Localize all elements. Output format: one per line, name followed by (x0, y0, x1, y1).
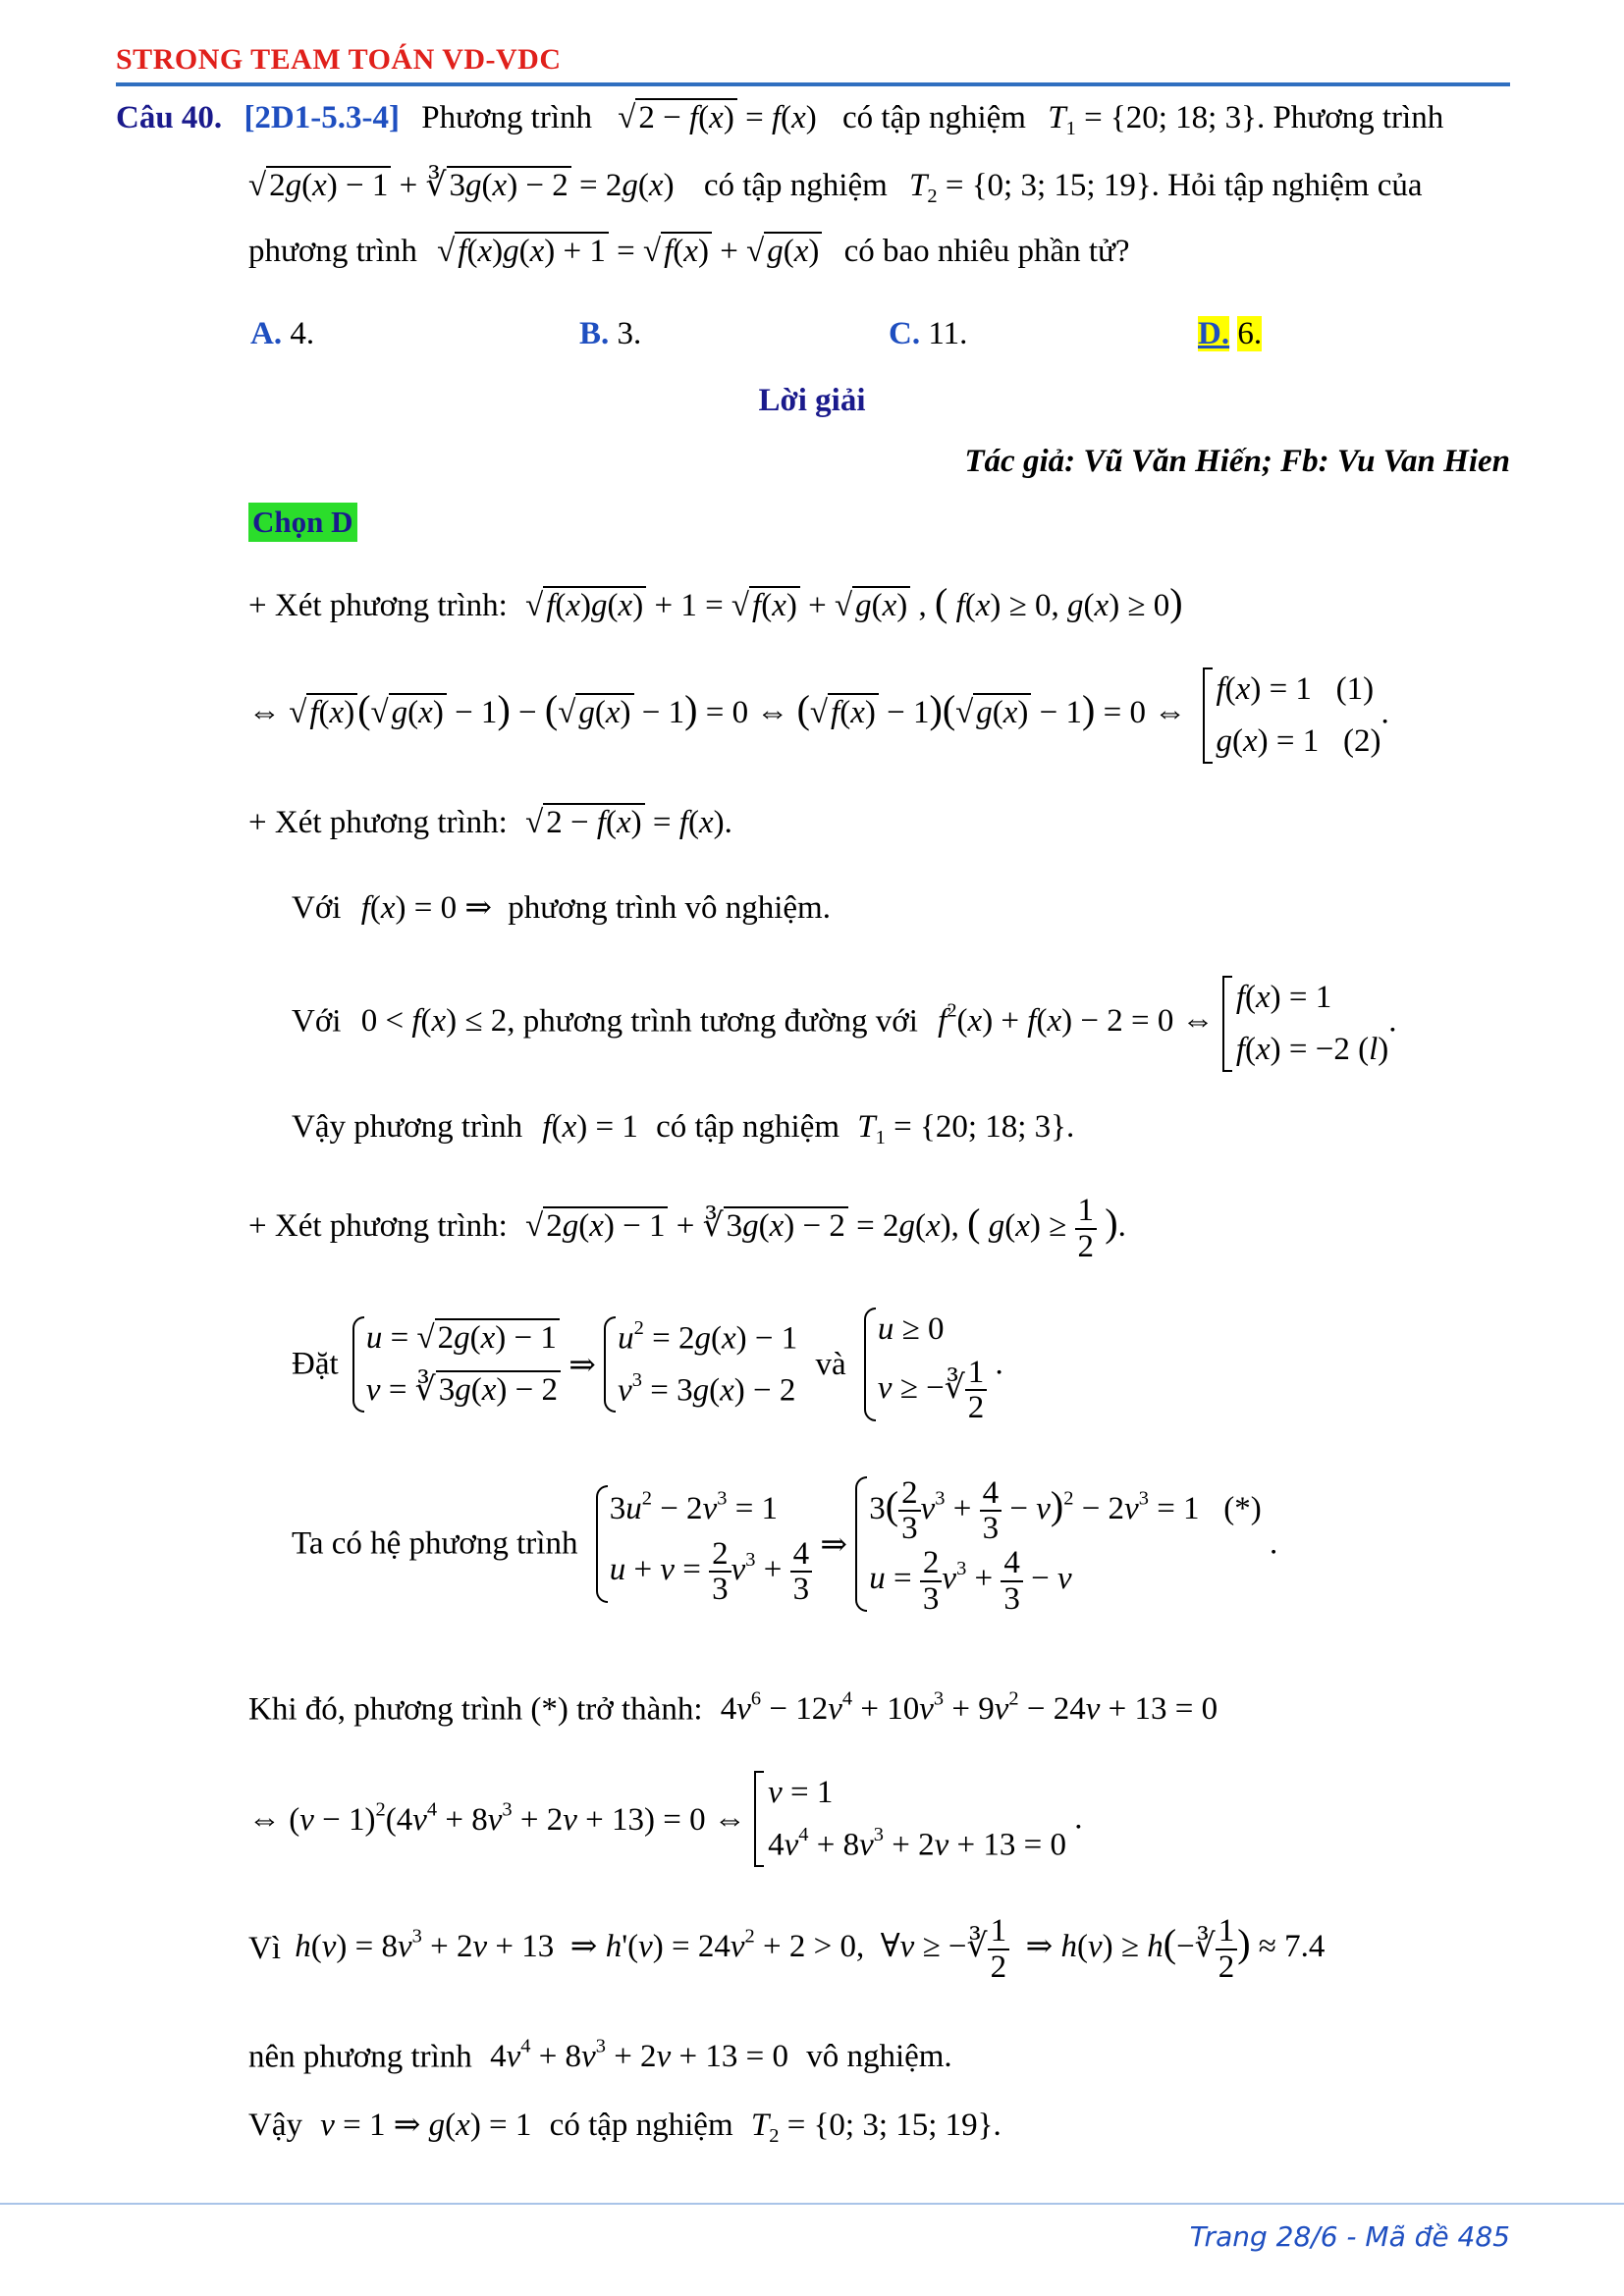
answer-label: A. (250, 316, 283, 351)
step-1 (248, 579, 1183, 625)
math: $T_2 = \{0$; 3; 15; 19}. (750, 2108, 1001, 2148)
math: √f(x)g(x) + 1 = √f(x) + √g(x) , ( f(x) ≥ 0, g(x) ≥ 0) (525, 580, 1183, 624)
math: $f^2(x) + f(x) - 2 = 0$ ⇔ (938, 1000, 1215, 1040)
header-title: STRONG TEAM TOÁN VD-VDC (116, 43, 562, 76)
question-number: Câu 40. (116, 100, 223, 135)
math: ⇔ √f(x)(√g(x) − 1) − (√g(x) − 1) = 0 ⇔ (√f(x) − 1)(√g(x) − 1) = 0 ⇔ (248, 687, 1187, 732)
system: u ≥ 0 v ≥ −∛ $\frac{1}{2}$ (864, 1304, 987, 1425)
text: + Xét phương trình: (248, 805, 508, 840)
text: phương trình (248, 234, 417, 269)
step-13 (248, 2036, 952, 2075)
question-line-3 (248, 232, 1130, 271)
eq1: √2 − f(x) = f(x) (618, 100, 817, 135)
step-5: Với 0 < f(x) ≤ 2, phương trình tương đường với $f^2(x) + f(x) - 2 = 0$ ⇔ f(x) = 1 f(x) = −2 (l) . (292, 972, 1397, 1076)
question-line-2 (248, 165, 1423, 208)
text: , phương trình tương đường với (507, 1003, 918, 1040)
step-4 (292, 887, 831, 927)
system: 3( $\frac{2}{3}$ $v^3$ + $\frac{4}{3}$ − $v)^2 - 2v^3 = 1$ (*) u = $\frac{2}{3}$ $v^3$ + $\frac{4}{3}$ − v (855, 1472, 1262, 1616)
answer-label: D. (1198, 316, 1230, 351)
text: Phương trình (421, 100, 592, 135)
solution-author: Tác giả: Vũ Văn Hiến; Fb: Vu Van Hien (964, 444, 1510, 479)
answer-b[interactable] (579, 316, 641, 352)
text: Với (292, 1003, 342, 1040)
text: . Phương trình (1256, 100, 1444, 135)
text: Khi đó, phương trình (*) trở thành: (248, 1691, 703, 1728)
step-8: Đặt u = √2g(x) − 1 v = ∛3g(x) − 2 ⇒ $u^2 = 2g(x) - 1$ $v^3 = 3g(x) - 2$ và u ≥ 0 v ≥ −∛ $\frac{1}{2}$ . (292, 1304, 1003, 1425)
math: $4v^4 + 8v^3 + 2v + 13 = 0$ (490, 2036, 788, 2075)
text: . Hỏi tập nghiệm của (1151, 168, 1423, 203)
text: có tập nghiệm (703, 168, 888, 203)
answer-value: 11. (928, 316, 968, 351)
text: + Xét phương trình: (248, 588, 508, 623)
math: $h(v) = 8v^3 + 2v + 13$ ⇒ $h'(v) = 24v^2 + 2 > 0$, ∀v ≥ −∛ $\frac{1}{2}$ ⇒ h(v) ≥ h(−∛ $\frac{1}{2}$ ) ≈ 7.4 (295, 1913, 1326, 1985)
step-9: Ta có hệ phương trình $3u^2 - 2v^3 = 1$ u + v = $\frac{2}{3}$ $v^3$ + $\frac{4}{3}$ ⇒ 3( $\frac{2}{3}$ $v^3$ + $\frac{4}{3}$ − $v)^2 - 2v^3 = 1$ (*) u = $\frac{2}{3}$ $v^3$ + $\frac{4}{3}$ − v . (292, 1472, 1277, 1616)
text: có tập nghiệm (842, 100, 1026, 135)
header-rule (116, 82, 1510, 86)
question-code: [2D1-5.3-4] (244, 100, 400, 135)
text: và (815, 1346, 846, 1382)
math: 0 < f(x) ≤ 2 (360, 1003, 508, 1040)
step-6 (292, 1109, 1074, 1149)
step-12 (248, 1914, 1325, 1984)
answer-d[interactable] (1198, 316, 1262, 352)
step-14 (248, 2105, 1001, 2148)
math: $T_1 = \{20$; 18; 3}. (857, 1109, 1075, 1149)
text: có tập nghiệm (549, 2108, 733, 2143)
system: f(x) = 1 f(x) = −2 (l) (1222, 972, 1388, 1076)
math: f(x) = 1 (542, 1109, 638, 1145)
step-10 (248, 1688, 1218, 1728)
answer-value: 6. (1237, 316, 1263, 351)
footer-rule (0, 2203, 1624, 2205)
text: có bao nhiêu phần tử? (843, 234, 1130, 269)
text: Ta có hệ phương trình (292, 1525, 578, 1562)
math: $4v^6 - 12v^4 + 10v^3 + 9v^2 - 24v + 13 = 0$ (720, 1688, 1218, 1728)
math: ⇔ $(v - 1)^2(4v^4 + 8v^3 + 2v + 13) = 0$ ⇔ (248, 1798, 746, 1839)
math: √2g(x) − 1 + ∛3g(x) − 2 = 2g(x), ( g(x) ≥ $\frac{1}{2}$ ). (525, 1193, 1126, 1264)
question-line-1 (116, 98, 1443, 140)
text: Với (292, 890, 342, 926)
step-2: ⇔ √f(x)(√g(x) − 1) − (√g(x) − 1) = 0 ⇔ (√f(x) − 1)(√g(x) − 1) = 0 ⇔ f(x) = 1 (1) g(x) = 1 (2) . (248, 664, 1389, 768)
solution-title: Lời giải (758, 383, 866, 418)
eq3: √f(x)g(x) + 1 = √f(x) + √g(x) (437, 234, 822, 269)
text: vô nghiệm. (806, 2039, 952, 2075)
system: f(x) = 1 (1) g(x) = 1 (2) (1203, 664, 1381, 768)
text: + Xét phương trình: (248, 1208, 508, 1245)
page-footer: Trang 28/6 - Mã đề 485 (1189, 2220, 1510, 2253)
system: v = 1 $4v^4 + 8v^3 + 2v + 13 = 0$ (754, 1767, 1066, 1871)
step-7 (248, 1194, 1126, 1263)
step-11: ⇔ $(v - 1)^2(4v^4 + 8v^3 + 2v + 13) = 0$ ⇔ v = 1 $4v^4 + 8v^3 + 2v + 13 = 0$ . (248, 1767, 1083, 1871)
T1: $T_1 = \{20$; 18; 3} (1048, 100, 1257, 140)
text: Vì (248, 1931, 281, 1967)
text: nên phương trình (248, 2039, 472, 2075)
text: phương trình vô nghiệm. (508, 890, 831, 926)
math: v = 1 ⇒ g(x) = 1 (320, 2108, 532, 2143)
text: Vậy phương trình (292, 1109, 523, 1145)
eq2: √2g(x) − 1 + ∛3g(x) − 2 = 2g(x) (248, 168, 675, 203)
text: có tập nghiệm (656, 1109, 840, 1145)
answer-label: B. (579, 316, 610, 351)
answer-value: 3. (617, 316, 642, 351)
answer-a[interactable] (250, 316, 314, 352)
math: √2 − f(x) = f(x). (525, 805, 732, 840)
math: f(x) = 0 ⇒ (360, 890, 493, 926)
system: $3u^2 - 2v^3 = 1$ u + v = $\frac{2}{3}$ $v^3$ + $\frac{4}{3}$ (596, 1481, 812, 1606)
chosen-answer: Chọn D (248, 503, 357, 542)
system: u = √2g(x) − 1 v = ∛3g(x) − 2 (352, 1312, 561, 1416)
step-3 (248, 803, 732, 842)
answer-c[interactable] (889, 316, 967, 352)
answer-label: C. (889, 316, 921, 351)
text: Vậy (248, 2108, 302, 2143)
system: $u^2 = 2g(x) - 1$ $v^3 = 3g(x) - 2$ (604, 1312, 797, 1416)
text: Đặt (292, 1346, 339, 1382)
answer-value: 4. (290, 316, 315, 351)
T2: $T_2 = \{0$; 3; 15; 19} (909, 168, 1152, 208)
